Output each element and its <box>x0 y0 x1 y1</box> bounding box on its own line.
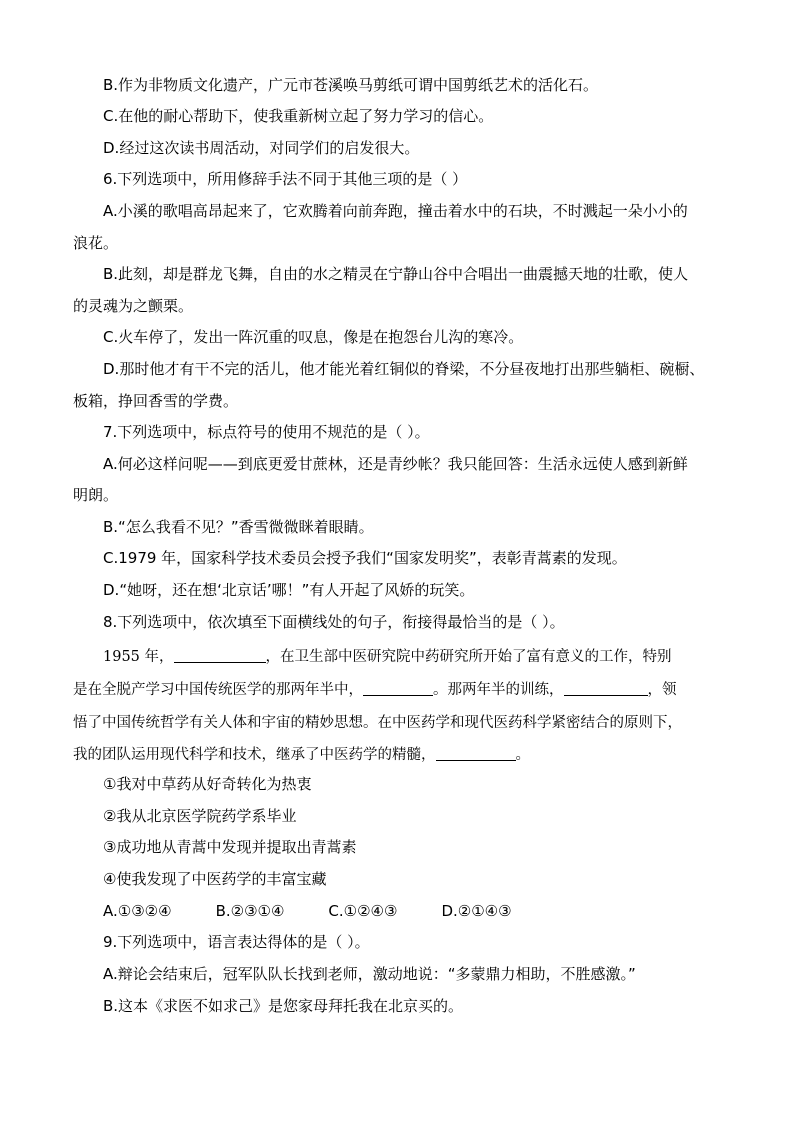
q8-passage-line3: 悟了中国传统哲学有关人体和宇宙的精妙思想。在中医药学和现代医药科学紧密结合的原则下， <box>73 715 682 731</box>
q7-option-c: C.1979 年，国家科学技术委员会授予我们“国家发明奖”，表彰青蒿素的发现。 <box>103 549 627 567</box>
q8-passage-line4 <box>73 745 733 765</box>
q5-option-d: D.经过这次读书周活动，对同学们的启发很大。 <box>103 139 420 157</box>
q9-option-a: A.辩论会结束后，冠军队队长找到老师，激动地说：“多蒙鼎力相助，不胜感激。” <box>103 965 636 983</box>
q8-stem: 8.下列选项中，依次填至下面横线处的句子，衔接得最恰当的是（ ）。 <box>103 613 565 631</box>
fill-blank-4 <box>436 746 516 761</box>
q6-option-a-line1: A.小溪的歌唱高昂起来了，它欢腾着向前奔跑，撞击着水中的石块，不时溅起一朵小小的 <box>103 202 688 220</box>
q7-stem: 7.下列选项中，标点符号的使用不规范的是（ ）。 <box>103 423 430 441</box>
q6-option-c: C.火车停了，发出一阵沉重的叹息，像是在抱怨台儿沟的寒冷。 <box>103 328 524 346</box>
q6-stem: 6.下列选项中，所用修辞手法不同于其他三项的是（ ） <box>103 170 468 188</box>
q6-option-d-line2: 板箱，挣回香雪的学费。 <box>73 392 239 410</box>
q6-option-b-line2: 的灵魂为之颤栗。 <box>73 297 194 315</box>
passage-text: 我的团队运用现代科学和技术，继承了中医药学的精髓， <box>73 747 436 763</box>
q5-option-c: C.在他的耐心帮助下，使我重新树立起了努力学习的信心。 <box>103 107 494 125</box>
q7-option-d: D.“她呀，还在想‘北京话’哪！”有人开起了风娇的玩笑。 <box>103 581 475 599</box>
q8-option-a: A.①③②④ <box>103 902 172 920</box>
passage-text: ，领 <box>647 682 677 698</box>
q8-sentence-3: ③成功地从青蒿中发现并提取出青蒿素 <box>103 838 357 856</box>
q8-sentence-4: ④使我发现了中医药学的丰富宝藏 <box>103 870 327 888</box>
q5-option-b: B.作为非物质文化遗产，广元市苍溪唤马剪纸可谓中国剪纸艺术的活化石。 <box>103 76 599 94</box>
q6-option-d-line1: D.那时他才有干不完的活儿，他才能光着红铜似的脊梁，不分昼夜地打出那些躺柜、碗橱、 <box>103 360 705 378</box>
fill-blank-1 <box>174 648 266 663</box>
q8-passage-line2 <box>73 680 733 700</box>
q6-option-a-line2: 浪花。 <box>73 234 119 252</box>
q8-option-c: C.①②④③ <box>328 902 398 920</box>
passage-text: ，在卫生部中医研究院中药研究所开始了富有意义的工作，特别 <box>265 649 672 665</box>
q8-passage-line1 <box>103 647 763 667</box>
q7-option-a-line1: A.何必这样问呢——到底更爱甘蔗林，还是青纱帐？我只能回答：生活永远使人感到新鲜 <box>103 455 688 473</box>
q8-options <box>103 901 763 921</box>
passage-text: 。 <box>515 747 530 763</box>
q8-sentence-2: ②我从北京医学院药学系毕业 <box>103 807 297 825</box>
q8-option-d: D.②①④③ <box>441 902 512 920</box>
fill-blank-2 <box>363 681 433 696</box>
fill-blank-3 <box>564 681 648 696</box>
passage-text: 是在全脱产学习中国传统医学的那两年半中， <box>73 682 363 698</box>
q8-sentence-1: ①我对中草药从好奇转化为热衷 <box>103 775 312 793</box>
q8-option-b: B.②③①④ <box>215 902 285 920</box>
passage-text: 1955 年， <box>103 649 174 665</box>
q6-option-b-line1: B.此刻，却是群龙飞舞，自由的水之精灵在宁静山谷中合唱出一曲震撼天地的壮歌，使人 <box>103 265 689 283</box>
q7-option-b: B.“怎么我看不见？”香雪微微眯着眼睛。 <box>103 518 374 536</box>
q7-option-a-line2: 明朗。 <box>73 486 119 504</box>
q9-option-b: B.这本《求医不如求己》是您家母拜托我在北京买的。 <box>103 997 464 1015</box>
q9-stem: 9.下列选项中，语言表达得体的是（ ）。 <box>103 933 370 951</box>
passage-text: 。那两年半的训练， <box>433 682 564 698</box>
